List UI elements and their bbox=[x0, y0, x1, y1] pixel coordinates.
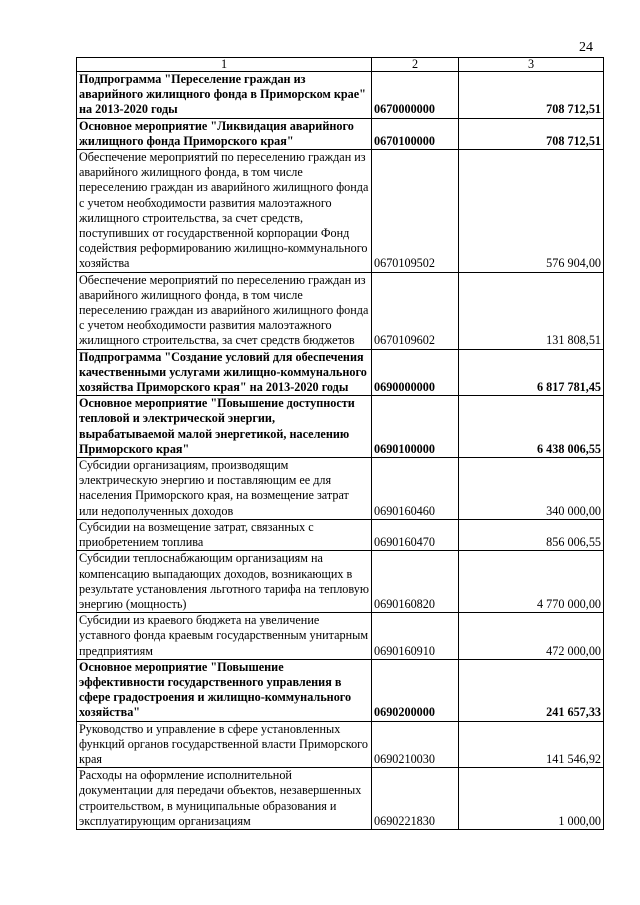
row-amount: 708 712,51 bbox=[459, 118, 604, 149]
row-name: Расходы на оформление исполнительной документации для передачи объектов, незавершенных строительством, в муниципальные образования и эксплуатирующим организациям bbox=[77, 768, 372, 830]
row-code: 0670109502 bbox=[372, 150, 459, 273]
table-header-row bbox=[77, 58, 604, 72]
row-name: Обеспечение мероприятий по переселению граждан из аварийного жилищного фонда, в том числе переселению граждан из аварийного жилищного фонда с учетом необходимости развития малоэтажного жилищного строительства, за счет средств бюджетов bbox=[77, 272, 372, 349]
table-row bbox=[77, 519, 604, 550]
row-amount: 4 770 000,00 bbox=[459, 551, 604, 613]
row-code: 0690200000 bbox=[372, 659, 459, 721]
row-amount: 708 712,51 bbox=[459, 72, 604, 119]
row-code: 0690160910 bbox=[372, 613, 459, 660]
row-amount: 856 006,55 bbox=[459, 519, 604, 550]
row-code: 0690160470 bbox=[372, 519, 459, 550]
row-name: Субсидии из краевого бюджета на увеличение уставного фонда краевым государственным унитарным предприятиям bbox=[77, 613, 372, 660]
row-amount: 241 657,33 bbox=[459, 659, 604, 721]
page-number: 24 bbox=[579, 40, 593, 55]
row-name: Субсидии организациям, производящим электрическую энергию и поставляющим ее для населения Приморского края, на возмещение затрат или недополученных доходов bbox=[77, 458, 372, 520]
table-row bbox=[77, 272, 604, 349]
row-name: Подпрограмма "Переселение граждан из аварийного жилищного фонда в Приморском крае" на 2013-2020 годы bbox=[77, 72, 372, 119]
column-header-3: 3 bbox=[459, 58, 604, 72]
table-row bbox=[77, 118, 604, 149]
table-row bbox=[77, 72, 604, 119]
row-amount: 6 817 781,45 bbox=[459, 349, 604, 396]
row-amount: 472 000,00 bbox=[459, 613, 604, 660]
row-amount: 141 546,92 bbox=[459, 721, 604, 768]
table-row bbox=[77, 150, 604, 273]
row-amount: 6 438 006,55 bbox=[459, 396, 604, 458]
row-amount: 1 000,00 bbox=[459, 768, 604, 830]
row-amount: 131 808,51 bbox=[459, 272, 604, 349]
row-code: 0690160820 bbox=[372, 551, 459, 613]
row-name: Руководство и управление в сфере установленных функций органов государственной власти Приморского края bbox=[77, 721, 372, 768]
row-amount: 576 904,00 bbox=[459, 150, 604, 273]
row-code: 0690000000 bbox=[372, 349, 459, 396]
budget-table bbox=[76, 57, 604, 830]
row-code: 0690221830 bbox=[372, 768, 459, 830]
table-row bbox=[77, 659, 604, 721]
table-row bbox=[77, 396, 604, 458]
table-row bbox=[77, 458, 604, 520]
row-amount: 340 000,00 bbox=[459, 458, 604, 520]
row-name: Субсидии теплоснабжающим организациям на компенсацию выпадающих доходов, возникающих в результате установления льготного тарифа на тепловую энергию (мощность) bbox=[77, 551, 372, 613]
row-name: Основное мероприятие "Повышение доступности тепловой и электрической энергии, вырабатываемой малой энергетикой, населению Приморского края" bbox=[77, 396, 372, 458]
row-name: Обеспечение мероприятий по переселению граждан из аварийного жилищного фонда, в том числе переселению граждан из аварийного жилищного фонда с учетом необходимости развития малоэтажного жилищного строительства, за счет средств, поступивших от государственной корпорации Фонд содействия реформированию жилищно-коммунального хозяйства bbox=[77, 150, 372, 273]
row-code: 0670100000 bbox=[372, 118, 459, 149]
table-row bbox=[77, 551, 604, 613]
row-code: 0670109602 bbox=[372, 272, 459, 349]
table-row bbox=[77, 613, 604, 660]
row-name: Основное мероприятие "Повышение эффективности государственного управления в сфере градостроения и жилищно-коммунального хозяйства" bbox=[77, 659, 372, 721]
row-name: Подпрограмма "Создание условий для обеспечения качественными услугами жилищно-коммунального хозяйства Приморского края" на 2013-2020 годы bbox=[77, 349, 372, 396]
column-header-2: 2 bbox=[372, 58, 459, 72]
row-code: 0670000000 bbox=[372, 72, 459, 119]
row-code: 0690100000 bbox=[372, 396, 459, 458]
row-name: Субсидии на возмещение затрат, связанных с приобретением топлива bbox=[77, 519, 372, 550]
row-name: Основное мероприятие "Ликвидация аварийного жилищного фонда Приморского края" bbox=[77, 118, 372, 149]
row-code: 0690160460 bbox=[372, 458, 459, 520]
table-row bbox=[77, 349, 604, 396]
column-header-1: 1 bbox=[77, 58, 372, 72]
row-code: 0690210030 bbox=[372, 721, 459, 768]
table-row bbox=[77, 768, 604, 830]
table-row bbox=[77, 721, 604, 768]
